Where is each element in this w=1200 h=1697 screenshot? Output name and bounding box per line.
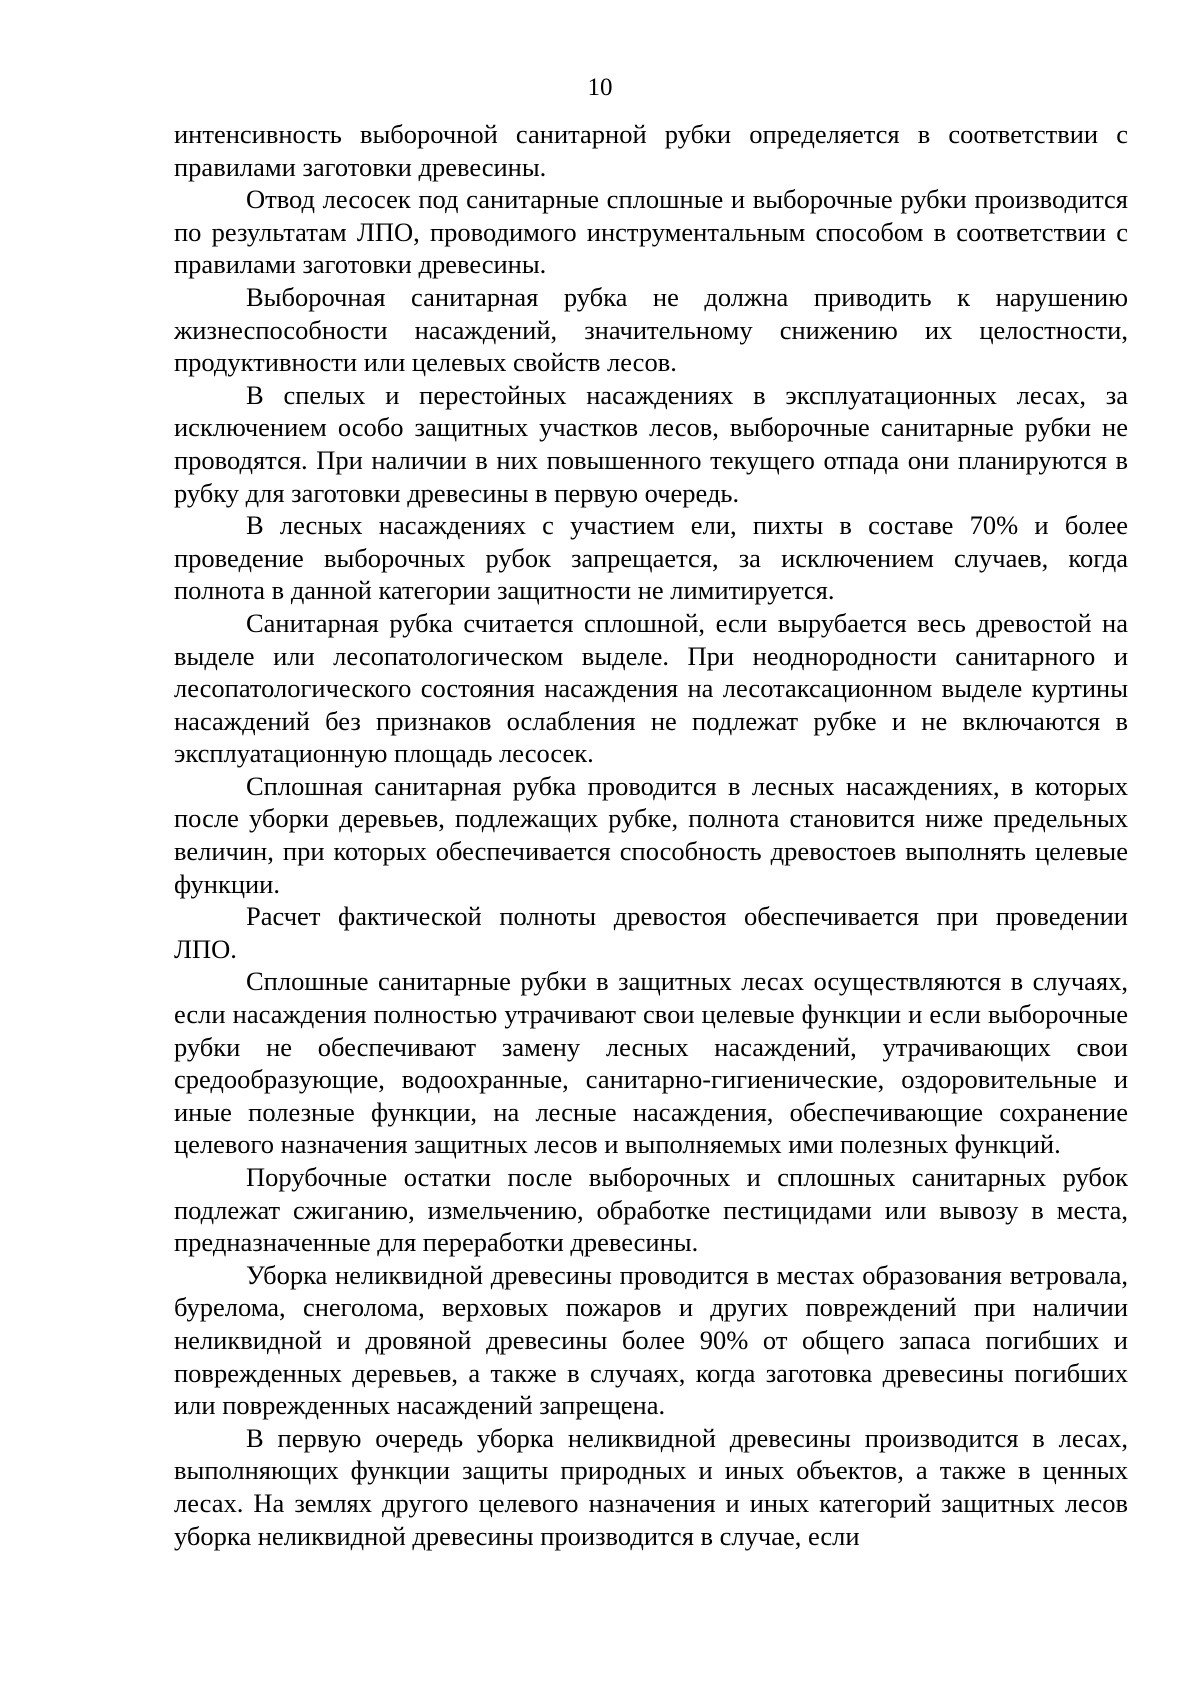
paragraph: Порубочные остатки после выборочных и сплошных санитарных рубок подлежат сжиганию, измельчению, обработке пестицидами или вывозу в места, предназначенные для переработки древесины. (174, 1162, 1128, 1258)
paragraph: Расчет фактической полноты древостоя обеспечивается при проведении ЛПО. (174, 901, 1128, 964)
paragraph: В первую очередь уборка неликвидной древесины производится в лесах, выполняющих функции защиты природных и иных объектов, а также в ценных лесах. На землях другого целевого назначения и иных категорий защитных лесов уборка неликвидной древесины производится в случае, если (174, 1422, 1128, 1551)
page-number: 10 (587, 74, 613, 101)
paragraph: В лесных насаждениях с участием ели, пихты в составе 70% и более проведение выборочных рубок запрещается, за исключением случаев, когда полнота в данной категории защитности не лимитируется. (174, 510, 1128, 606)
paragraph-continuation: интенсивность выборочной санитарной рубки определяется в соответствии с правилами заготовки древесины. (174, 119, 1128, 182)
paragraph: Санитарная рубка считается сплошной, если вырубается весь древостой на выделе или лесопатологическом выделе. При неоднородности санитарного и лесопатологического состояния насаждения на лесотаксационном выделе куртины насаждений без признаков ослабления не подлежат рубке и не включаются в эксплуатационную площадь лесосек. (174, 607, 1128, 769)
paragraph: В спелых и перестойных насаждениях в эксплуатационных лесах, за исключением особо защитных участков лесов, выборочные санитарные рубки не проводятся. При наличии в них повышенного текущего отпада они планируются в рубку для заготовки древесины в первую очередь. (174, 379, 1128, 508)
document-body (174, 118, 1128, 1552)
paragraph: Сплошная санитарная рубка проводится в лесных насаждениях, в которых после уборки деревьев, подлежащих рубке, полнота становится ниже предельных величин, при которых обеспечивается способность древостоев выполнять целевые функции. (174, 770, 1128, 899)
paragraph: Отвод лесосек под санитарные сплошные и выборочные рубки производится по результатам ЛПО, проводимого инструментальным способом в соответствии с правилами заготовки древесины. (174, 184, 1128, 280)
paragraph: Уборка неликвидной древесины проводится в местах образования ветровала, бурелома, снеголома, верховых пожаров и других повреждений при наличии неликвидной и дровяной древесины более 90% от общего запаса погибших и поврежденных деревьев, а также в случаях, когда заготовка древесины погибших или поврежденных насаждений запрещена. (174, 1259, 1128, 1421)
paragraph: Сплошные санитарные рубки в защитных лесах осуществляются в случаях, если насаждения полностью утрачивают свои целевые функции и если выборочные рубки не обеспечивают замену лесных насаждений, утрачивающих свои средообразующие, водоохранные, санитарно-гигиенические, оздоровительные и иные полезные функции, на лесные насаждения, обеспечивающие сохранение целевого назначения защитных лесов и выполняемых ими полезных функций. (174, 966, 1128, 1160)
paragraph: Выборочная санитарная рубка не должна приводить к нарушению жизнеспособности насаждений, значительному снижению их целостности, продуктивности или целевых свойств лесов. (174, 281, 1128, 378)
